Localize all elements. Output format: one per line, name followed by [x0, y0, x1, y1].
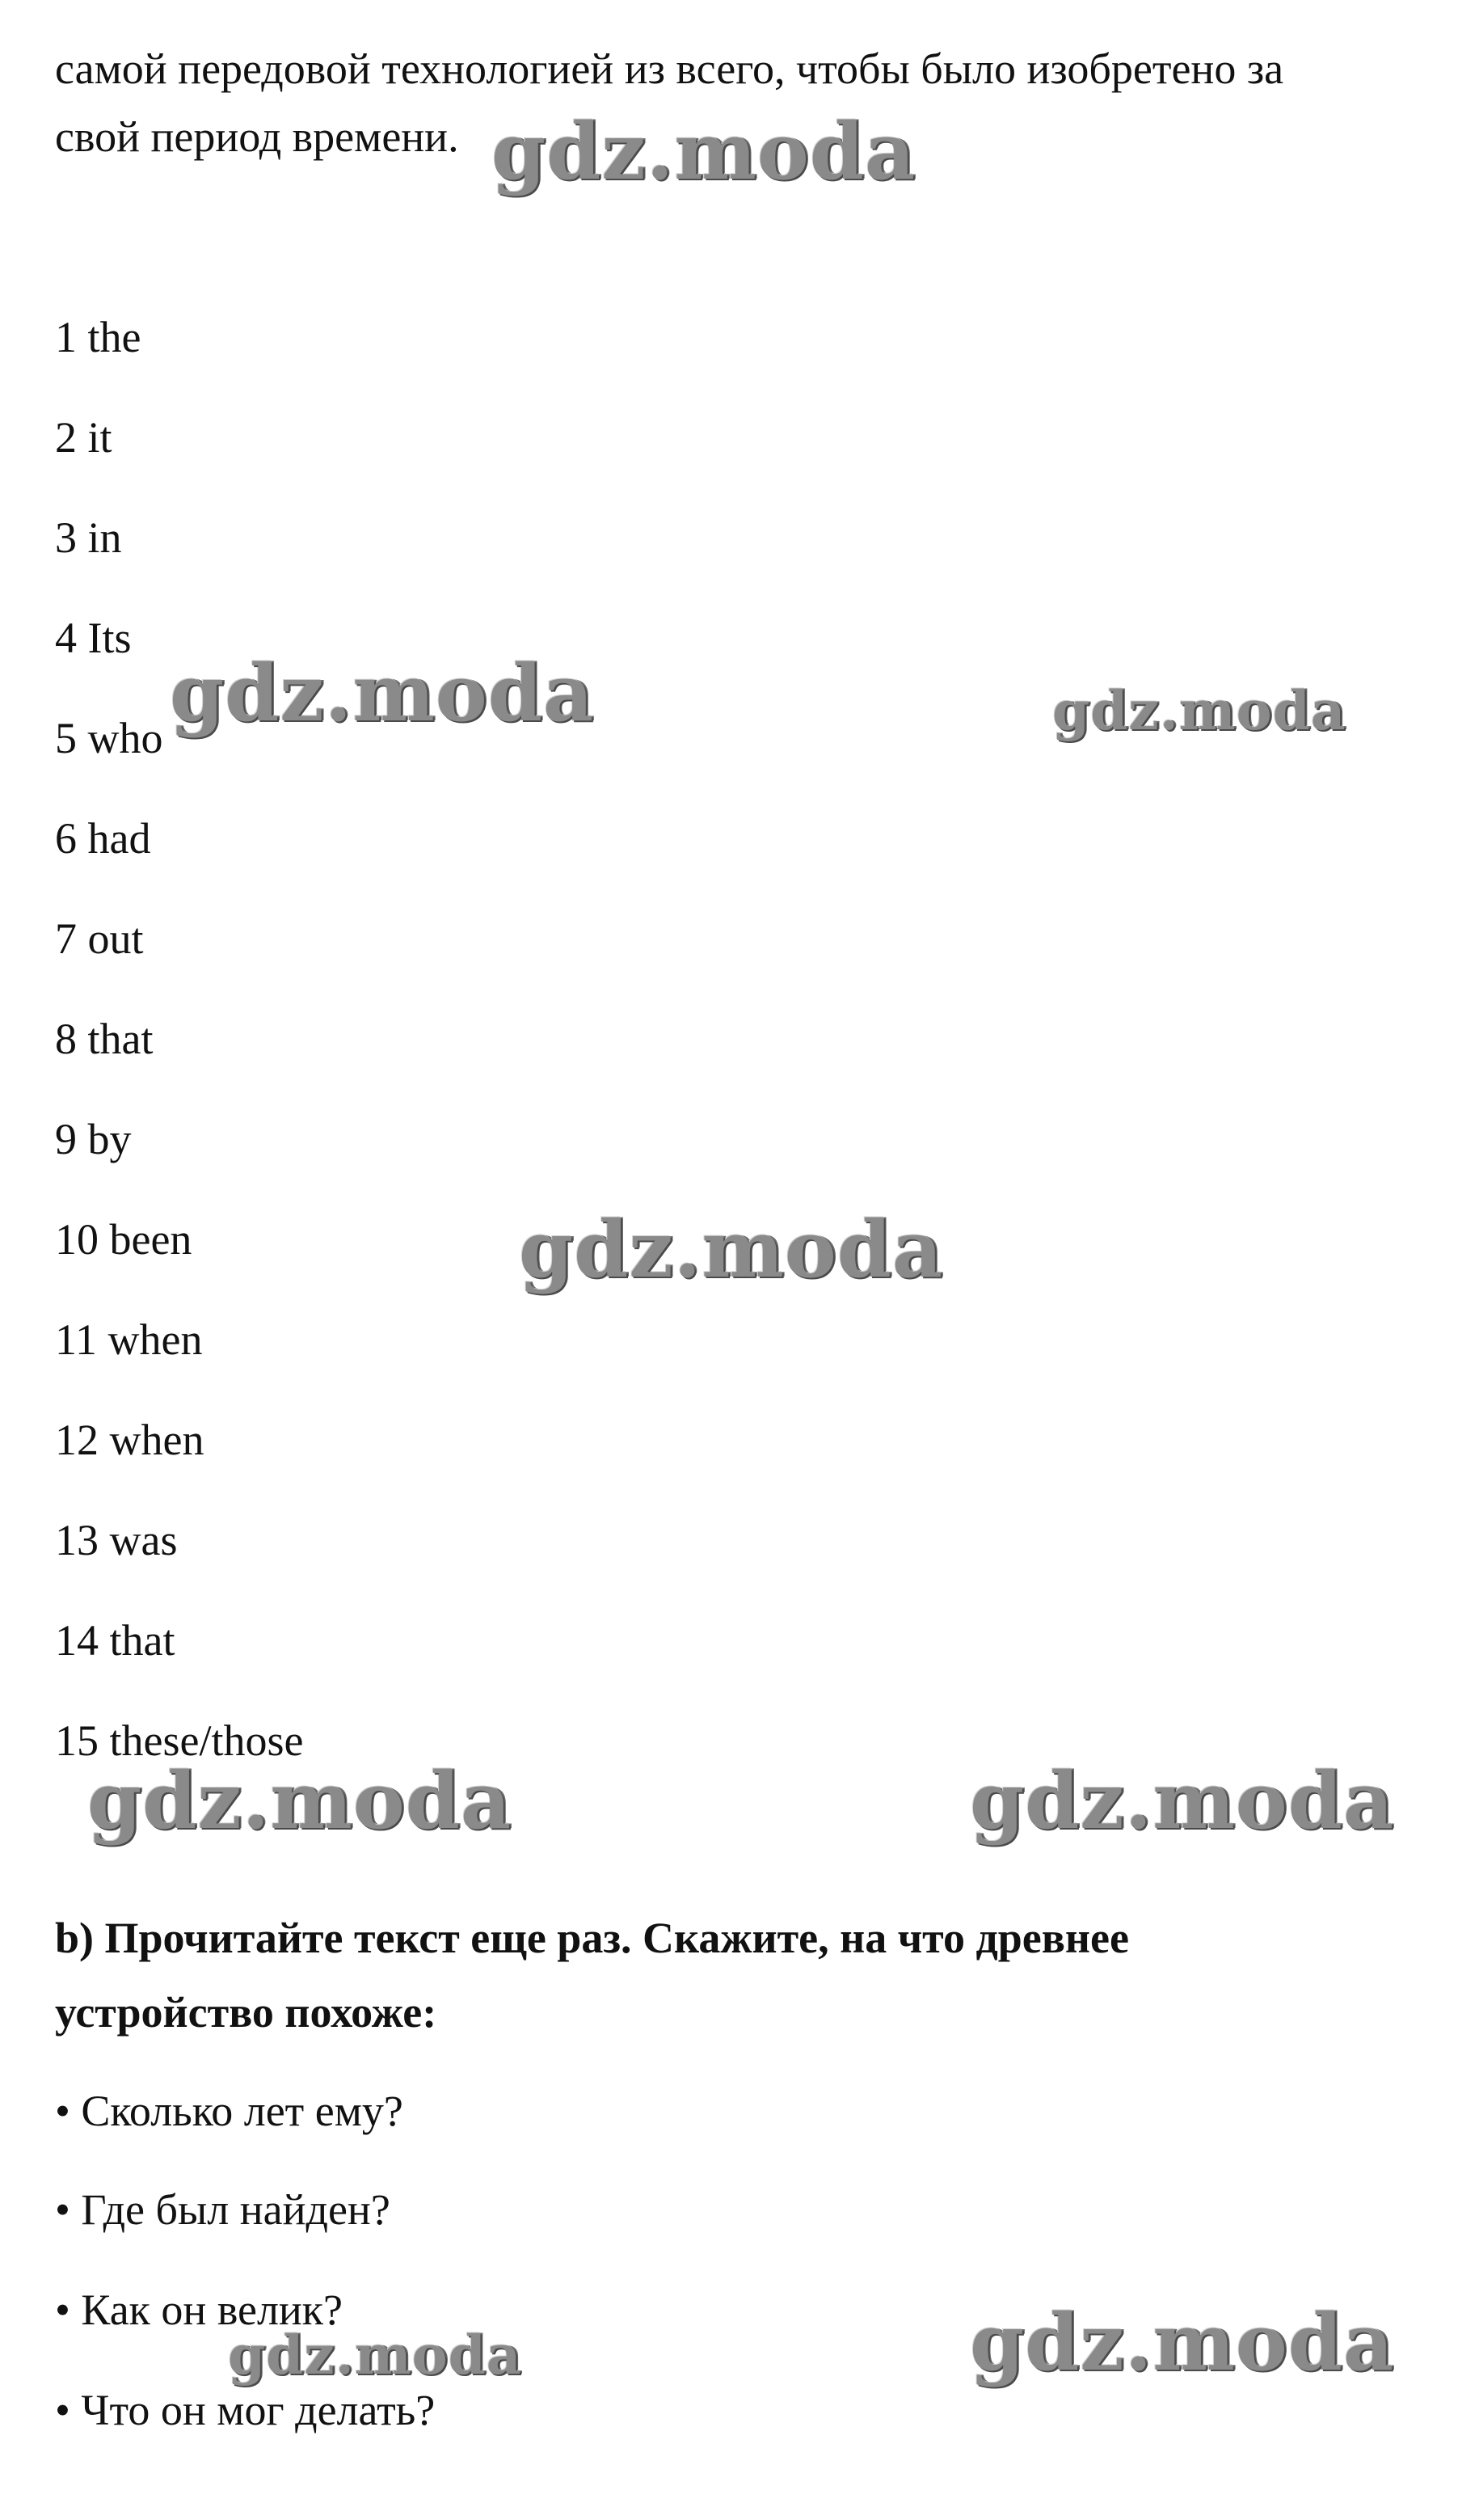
watermark-logo: gdz.moda [970, 1755, 1395, 1847]
answer-item-10: 10 been [55, 1215, 192, 1264]
answer-item-2: 2 it [55, 413, 112, 462]
task-b-heading-line-1: b) Прочитайте текст еще раз. Скажите, на что древнее [55, 1914, 1129, 1962]
answer-item-12: 12 when [55, 1416, 204, 1464]
answer-item-1: 1 the [55, 313, 141, 361]
answer-item-11: 11 when [55, 1315, 203, 1364]
answer-item-6: 6 had [55, 814, 151, 863]
answer-item-13: 13 was [55, 1516, 178, 1564]
answer-item-15: 15 these/those [55, 1716, 304, 1765]
watermark-logo: gdz.moda [228, 2324, 522, 2387]
answer-item-5: 5 who [55, 714, 163, 762]
question-item-2: • Где был найден? [55, 2185, 390, 2234]
intro-line-1: самой передовой технологией из всего, чтобы было изобретено за [55, 44, 1284, 93]
task-b-heading-line-2: устройство похоже: [55, 1988, 437, 2037]
intro-line-2: свой период времени. [55, 112, 459, 161]
answer-item-8: 8 that [55, 1015, 154, 1063]
question-item-1: • Сколько лет ему? [55, 2087, 403, 2135]
watermark-logo: gdz.moda [491, 106, 916, 197]
answer-item-14: 14 that [55, 1616, 175, 1665]
question-item-3: • Как он велик? [55, 2286, 343, 2334]
watermark-logo: gdz.moda [1052, 679, 1346, 742]
answer-item-9: 9 by [55, 1115, 132, 1163]
watermark-logo: gdz.moda [170, 648, 595, 739]
answer-item-4: 4 Its [55, 614, 132, 662]
answer-item-3: 3 in [55, 513, 122, 562]
watermark-logo: gdz.moda [519, 1204, 944, 1295]
answer-item-7: 7 out [55, 914, 144, 963]
question-item-4: • Что он мог делать? [55, 2386, 436, 2434]
watermark-logo: gdz.moda [87, 1755, 512, 1847]
watermark-logo: gdz.moda [970, 2297, 1395, 2388]
